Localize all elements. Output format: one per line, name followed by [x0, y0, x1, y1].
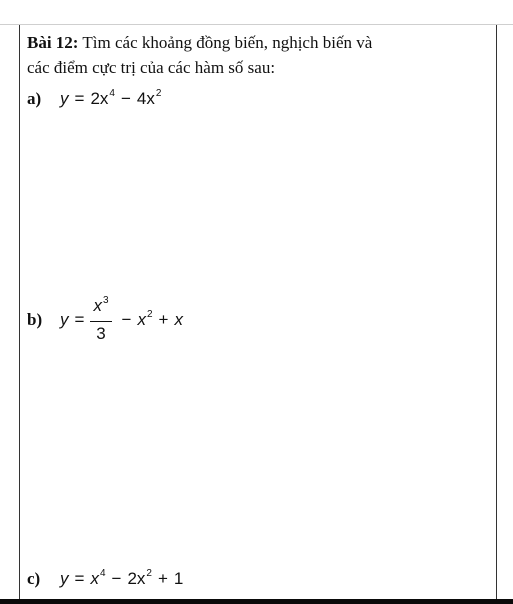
fraction-numerator — [90, 296, 111, 322]
term-2 — [137, 310, 152, 330]
eq-lhs: y — [60, 310, 69, 329]
term-2-base: 2x — [127, 569, 146, 588]
term-1 — [90, 569, 105, 589]
minus-sign: − — [121, 310, 132, 329]
term-2 — [137, 89, 162, 109]
eq-lhs: y — [60, 89, 69, 108]
term-2-exponent: 2 — [155, 88, 162, 99]
term-2 — [127, 569, 152, 589]
exercise-number: Bài 12: — [27, 33, 79, 52]
eq-lhs: y — [60, 569, 69, 588]
numerator-base: x — [93, 296, 102, 315]
term-1 — [90, 89, 115, 109]
bottom-bar — [0, 599, 513, 604]
item-a-label: a) — [27, 89, 42, 108]
item-a — [27, 86, 161, 112]
item-c — [27, 566, 183, 592]
term-3: 1 — [173, 569, 184, 588]
exercise-heading — [27, 30, 487, 80]
item-b-label: b) — [27, 310, 43, 329]
term-1-exponent: 4 — [109, 88, 115, 99]
exercise-instruction-line2: các điểm cực trị của các hàm số sau: — [27, 58, 276, 77]
item-b-equation — [60, 296, 183, 344]
term-1-base: x — [90, 569, 99, 588]
eq-sign: = — [74, 89, 85, 108]
term-1-base: 2x — [90, 89, 109, 108]
term-2-base: x — [137, 310, 146, 329]
eq-sign: = — [74, 569, 85, 588]
fraction — [90, 296, 111, 344]
plus-sign: + — [158, 310, 169, 329]
minus-sign: − — [111, 569, 122, 588]
numerator-exponent: 3 — [102, 295, 109, 306]
term-3: x — [174, 310, 183, 329]
item-c-equation — [60, 569, 183, 589]
term-2-exponent: 2 — [146, 309, 153, 320]
term-2-base: 4x — [136, 89, 155, 108]
exercise-instruction-line1: Tìm các khoảng đồng biến, nghịch biến và — [78, 33, 373, 52]
item-c-label: c) — [27, 569, 41, 588]
eq-sign: = — [74, 310, 85, 329]
item-b — [27, 290, 183, 350]
plus-sign: + — [157, 569, 168, 588]
term-1-exponent: 4 — [99, 568, 106, 579]
item-a-equation — [60, 89, 161, 109]
term-2-exponent: 2 — [146, 568, 152, 579]
fraction-denominator: 3 — [96, 324, 106, 343]
minus-sign: − — [120, 89, 131, 108]
